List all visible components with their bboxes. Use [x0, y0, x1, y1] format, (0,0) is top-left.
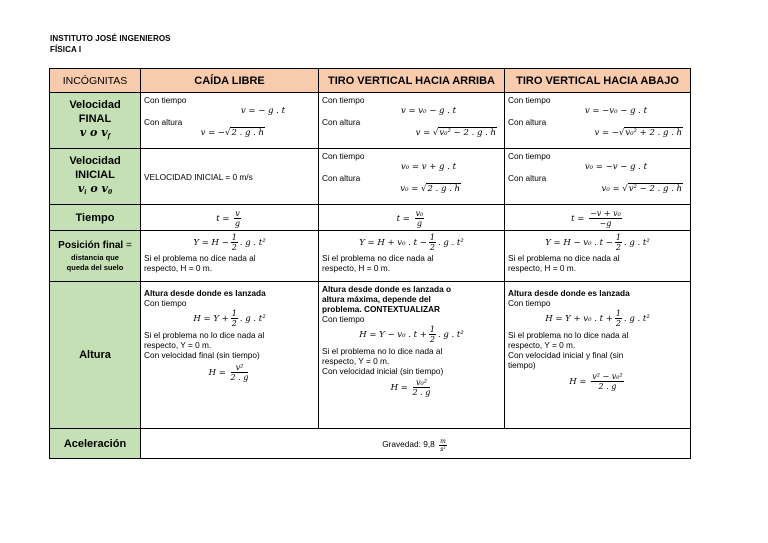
row-aceleracion — [50, 429, 691, 459]
text-no-dice: Si el problema no dice nada al — [144, 253, 256, 263]
row-velocidad-inicial — [50, 149, 691, 205]
formula: v₀ = v + g . t — [400, 162, 456, 172]
subject-name: FÍSICA I — [50, 45, 82, 54]
formula: H = $\frac{\text{v²}}{2 . g}$ — [208, 363, 249, 382]
text-gravedad: Gravedad: 9,8 $\frac{m}{\text{s²}}$ — [382, 437, 446, 453]
text-no-dice: respecto, Y = 0 m. — [144, 340, 212, 350]
label-symbol: $v_i$ o $v_0$ — [77, 181, 113, 196]
formula: v = −√2 . g . h — [200, 128, 264, 138]
col-tiro-arriba: TIRO VERTICAL HACIA ARRIBA — [319, 69, 505, 93]
text-velocidad-ini-fin: Con velocidad inicial y final (sin — [508, 350, 624, 360]
formula: v = v₀ − g . t — [400, 106, 456, 116]
formula: H = Y + v₀ . t + $\frac{1}{2}$ . g . t² — [545, 309, 650, 328]
text-con-altura: Con altura — [508, 117, 547, 127]
text-con-altura: Con altura — [508, 173, 547, 183]
institute-name: INSTITUTO JOSÉ INGENIEROS — [50, 34, 171, 43]
formula: t = $\frac{\text{−v + v₀}}{-g}$ — [571, 208, 621, 228]
cell-cl-pos — [141, 231, 319, 282]
formula: H = $\frac{\text{v₀²}}{2 . g}$ — [390, 378, 431, 397]
text-altura-contexto: Altura desde donde es lanzada o — [322, 284, 452, 294]
text-altura-lanzada: Altura desde donde es lanzada — [144, 288, 266, 298]
formula: H = Y + $\frac{1}{2}$ . g . t² — [193, 309, 266, 328]
label-symbol: v o $v_f$ — [79, 125, 111, 140]
text-con-tiempo: Con tiempo — [508, 151, 551, 161]
cell-ar-vi — [319, 149, 505, 205]
label-line: Velocidad — [69, 98, 121, 111]
label-line: FINAL — [78, 112, 112, 125]
cell-ab-t — [505, 205, 691, 231]
label-line: INICIAL — [75, 168, 115, 181]
label-tiempo: Tiempo — [50, 205, 141, 231]
cell-ab-vf — [505, 93, 691, 149]
cell-ab-vi — [505, 149, 691, 205]
formula-table — [49, 68, 691, 459]
formula: Y = H − $\frac{1}{2}$ . g . t² — [193, 233, 266, 252]
text-altura-contexto: problema. CONTEXTUALIZAR — [322, 304, 441, 314]
label-velocidad-final — [50, 93, 141, 149]
formula: t = $\frac{v}{g}$ — [216, 208, 241, 228]
text-no-dice: respecto, Y = 0 m. — [508, 340, 576, 350]
cell-ar-alt — [319, 282, 505, 429]
text-con-tiempo: Con tiempo — [322, 95, 365, 105]
label-line: = — [123, 240, 132, 251]
label-posicion-final — [50, 231, 141, 282]
text-con-tiempo: Con tiempo — [322, 151, 365, 161]
label-aceleracion: Aceleración — [50, 429, 141, 459]
col-caida-libre: CAÍDA LIBRE — [141, 69, 319, 93]
table-header-row — [50, 69, 691, 93]
text-altura-lanzada: Altura desde donde es lanzada — [508, 288, 630, 298]
text-velocidad-ini-fin: tiempo) — [508, 360, 536, 370]
formula: v = −v₀ − g . t — [584, 106, 647, 116]
label-line: distancia que — [71, 253, 119, 262]
col-tiro-abajo: TIRO VERTICAL HACIA ABAJO — [505, 69, 691, 93]
text-no-dice: respecto, H = 0 m. — [144, 263, 213, 273]
label-line: Velocidad — [69, 154, 121, 167]
formula: v = − g . t — [240, 106, 285, 116]
text-con-tiempo: Con tiempo — [144, 95, 187, 105]
formula: Y = H − v₀ . t − $\frac{1}{2}$ . g . t² — [545, 233, 650, 252]
cell-ar-t — [319, 205, 505, 231]
text-velocidad-final-sin-tiempo: Con velocidad final (sin tiempo) — [144, 350, 260, 360]
formula: v = √v₀² − 2 . g . h — [415, 128, 496, 138]
text-con-tiempo: Con tiempo — [144, 298, 187, 308]
label-line: Posición final — [58, 240, 124, 251]
formula: H = Y − v₀ . t + $\frac{1}{2}$ . g . t² — [359, 325, 464, 344]
cell-ab-pos — [505, 231, 691, 282]
row-altura — [50, 282, 691, 429]
text-no-dice: Si el problema no lo dice nada al — [508, 330, 629, 340]
text-no-dice: respecto, Y = 0 m. — [322, 356, 390, 366]
text-con-altura: Con altura — [322, 173, 361, 183]
label-velocidad-inicial — [50, 149, 141, 205]
col-incognitas: INCÓGNITAS — [50, 69, 141, 93]
cell-ar-vf — [319, 93, 505, 149]
cell-gravedad — [141, 429, 691, 459]
formula: v₀ = √2 . g . h — [400, 184, 460, 194]
formula: v₀ = √v² − 2 . g . h — [601, 184, 682, 194]
label-altura: Altura — [50, 282, 141, 429]
text-con-tiempo: Con tiempo — [322, 314, 365, 324]
row-tiempo — [50, 205, 691, 231]
row-posicion-final — [50, 231, 691, 282]
text-no-dice: respecto, H = 0 m. — [322, 263, 391, 273]
text-con-altura: Con altura — [322, 117, 361, 127]
cell-cl-t — [141, 205, 319, 231]
text-con-tiempo: Con tiempo — [508, 95, 551, 105]
text-con-altura: Con altura — [144, 117, 183, 127]
cell-ab-alt — [505, 282, 691, 429]
text-no-dice: Si el problema no lo dice nada al — [322, 346, 443, 356]
formula: v₀ = −v − g . t — [584, 162, 647, 172]
cell-cl-vf — [141, 93, 319, 149]
formula: H = $\frac{\text{v² − v₀²}}{2 . g}$ — [569, 372, 623, 391]
formula: Y = H + v₀ . t − $\frac{1}{2}$ . g . t² — [359, 233, 464, 252]
text-con-tiempo: Con tiempo — [508, 298, 551, 308]
text-velocidad-inicial-sin-tiempo: Con velocidad inicial (sin tiempo) — [322, 366, 444, 376]
text-no-dice: Si el problema no lo dice nada al — [144, 330, 265, 340]
text-velocidad-inicial-cero: VELOCIDAD INICIAL = 0 m/s — [144, 171, 253, 182]
row-velocidad-final — [50, 93, 691, 149]
label-line: queda del suelo — [66, 263, 124, 272]
text-altura-contexto: altura máxima, depende del — [322, 294, 431, 304]
cell-ar-pos — [319, 231, 505, 282]
text-no-dice: respecto, H = 0 m. — [508, 263, 577, 273]
text-no-dice: Si el problema no dice nada al — [322, 253, 434, 263]
cell-cl-alt — [141, 282, 319, 429]
text-no-dice: Si el problema no dice nada al — [508, 253, 620, 263]
formula: v = −√v₀² + 2 . g . h — [594, 128, 682, 138]
cell-cl-vi — [141, 149, 319, 205]
formula: t = $\frac{\text{v₀}}{g}$ — [396, 208, 424, 228]
